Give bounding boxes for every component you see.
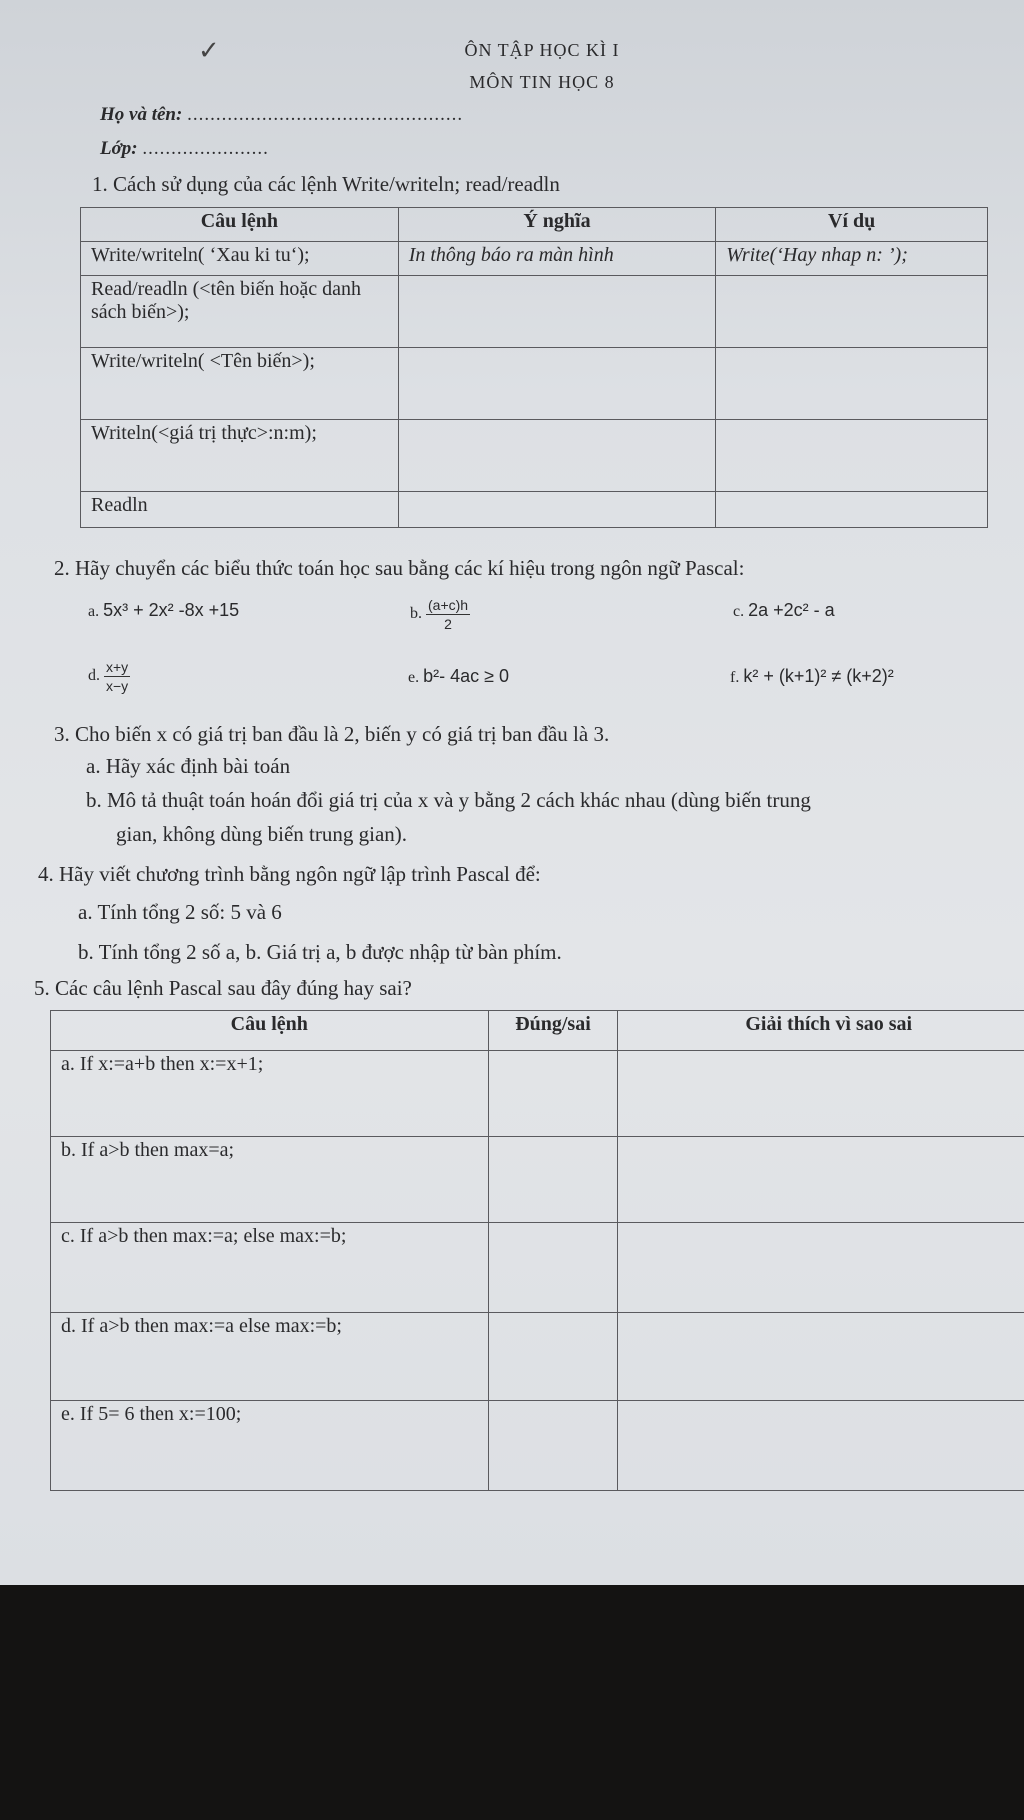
table-cell: Write/writeln( <Tên biến>); (81, 348, 399, 420)
q2-item-f (730, 666, 894, 687)
table-cell (716, 348, 988, 420)
q3-item-b-cont: gian, không dùng biến trung gian). (116, 822, 408, 846)
table-cell: Writeln(<giá trị thực>:n:m); (81, 420, 399, 492)
q1-col-example: Ví dụ (716, 208, 988, 242)
class-dots: ...................... (142, 138, 269, 159)
q2-d-label: d. (88, 667, 100, 685)
q2-item-c (733, 600, 835, 621)
table-row (51, 1313, 1024, 1401)
question-5: 5. Các câu lệnh Pascal sau đây đúng hay sai? (34, 976, 412, 1000)
page-subtitle: MÔN TIN HỌC 8 (469, 72, 615, 92)
table-cell (488, 1313, 618, 1401)
page-title: ÔN TẬP HỌC KÌ I (464, 40, 620, 60)
table-cell (398, 420, 716, 492)
q2-item-d (88, 658, 130, 695)
name-field (100, 104, 463, 126)
table-row (81, 242, 988, 276)
table-cell (716, 420, 988, 492)
question-2: 2. Hãy chuyển các biểu thức toán học sau bằng các kí hiệu trong ngôn ngữ Pascal: (54, 556, 745, 580)
table-cell (398, 276, 716, 348)
q2-b-fraction (426, 596, 470, 633)
q3-item-b: b. Mô tả thuật toán hoán đổi giá trị của x và y bằng 2 cách khác nhau (dùng biến trung (86, 788, 811, 812)
q5-table (50, 1010, 1024, 1491)
table-cell (716, 276, 988, 348)
q2-item-b (410, 596, 470, 633)
q2-d-fraction (104, 658, 130, 695)
q5-header-row (51, 1011, 1024, 1051)
name-label: Họ và tên: (100, 104, 183, 125)
table-row (51, 1401, 1024, 1491)
background-surface (0, 1585, 1024, 1820)
q2-b-label: b. (410, 605, 422, 623)
q5-col-explanation: Giải thích vì sao sai (618, 1011, 1024, 1051)
question-1: 1. Cách sử dụng của các lệnh Write/writeln; read/readln (92, 172, 560, 196)
q1-col-meaning: Ý nghĩa (398, 208, 716, 242)
q2-f-label: f. (730, 669, 740, 686)
q2-b-numerator: (a+c)h (428, 597, 469, 613)
table-cell (618, 1223, 1024, 1313)
table-row (81, 420, 988, 492)
table-row (81, 276, 988, 348)
table-cell: In thông báo ra màn hình (398, 242, 716, 276)
table-row (81, 348, 988, 420)
table-cell (488, 1051, 618, 1137)
table-cell (618, 1313, 1024, 1401)
q2-item-e (408, 666, 509, 687)
table-cell: Write(‘Hay nhap n: ’); (716, 242, 988, 276)
table-cell: e. If 5= 6 then x:=100; (51, 1401, 489, 1491)
table-cell: Readln (81, 492, 399, 528)
table-row (51, 1051, 1024, 1137)
table-cell: Read/readln (<tên biến hoặc danh sách biến>); (81, 276, 399, 348)
table-cell: b. If a>b then max=a; (51, 1137, 489, 1223)
question-4: 4. Hãy viết chương trình bằng ngôn ngữ lập trình Pascal để: (38, 862, 541, 886)
q4-item-b: b. Tính tổng 2 số a, b. Giá trị a, b được nhập từ bàn phím. (78, 940, 562, 964)
check-mark-icon: ✓ (198, 36, 220, 65)
table-cell: d. If a>b then max:=a else max:=b; (51, 1313, 489, 1401)
class-field (100, 138, 269, 160)
table-cell (488, 1137, 618, 1223)
table-row (81, 492, 988, 528)
q2-a-label: a. (88, 603, 100, 620)
table-cell (488, 1223, 618, 1313)
q2-b-denominator: 2 (444, 616, 452, 632)
table-cell: c. If a>b then max:=a; else max:=b; (51, 1223, 489, 1313)
q2-item-a (88, 600, 239, 621)
q2-d-denominator: x−y (106, 678, 129, 694)
q2-d-numerator: x+y (106, 659, 129, 675)
q4-item-a: a. Tính tổng 2 số: 5 và 6 (78, 900, 282, 924)
table-row (51, 1223, 1024, 1313)
class-label: Lớp: (100, 138, 138, 159)
q5-col-statement: Câu lệnh (51, 1011, 489, 1051)
q1-header-row (81, 208, 988, 242)
table-cell (618, 1051, 1024, 1137)
q2-e-expression: b²- 4ac ≥ 0 (423, 666, 510, 686)
q1-col-statement: Câu lệnh (81, 208, 399, 242)
table-cell (398, 492, 716, 528)
table-cell (398, 348, 716, 420)
table-cell (488, 1401, 618, 1491)
q2-c-expression: 2a +2c² - a (748, 600, 835, 620)
table-row (51, 1137, 1024, 1223)
table-cell: a. If x:=a+b then x:=x+1; (51, 1051, 489, 1137)
table-cell (618, 1137, 1024, 1223)
name-dots: ................................................ (187, 104, 464, 125)
q5-col-true-false: Đúng/sai (488, 1011, 618, 1051)
q2-e-label: e. (408, 669, 420, 686)
table-cell (716, 492, 988, 528)
table-cell (618, 1401, 1024, 1491)
question-3: 3. Cho biến x có giá trị ban đầu là 2, biến y có giá trị ban đầu là 3. (54, 722, 610, 746)
q2-c-label: c. (733, 603, 745, 620)
table-cell: Write/writeln( ‘Xau ki tu‘); (81, 242, 399, 276)
q2-f-expression: k² + (k+1)² ≠ (k+2)² (743, 666, 894, 686)
q2-a-expression: 5x³ + 2x² -8x +15 (103, 600, 240, 620)
q1-table (80, 207, 988, 528)
q3-item-a: a. Hãy xác định bài toán (86, 754, 291, 778)
